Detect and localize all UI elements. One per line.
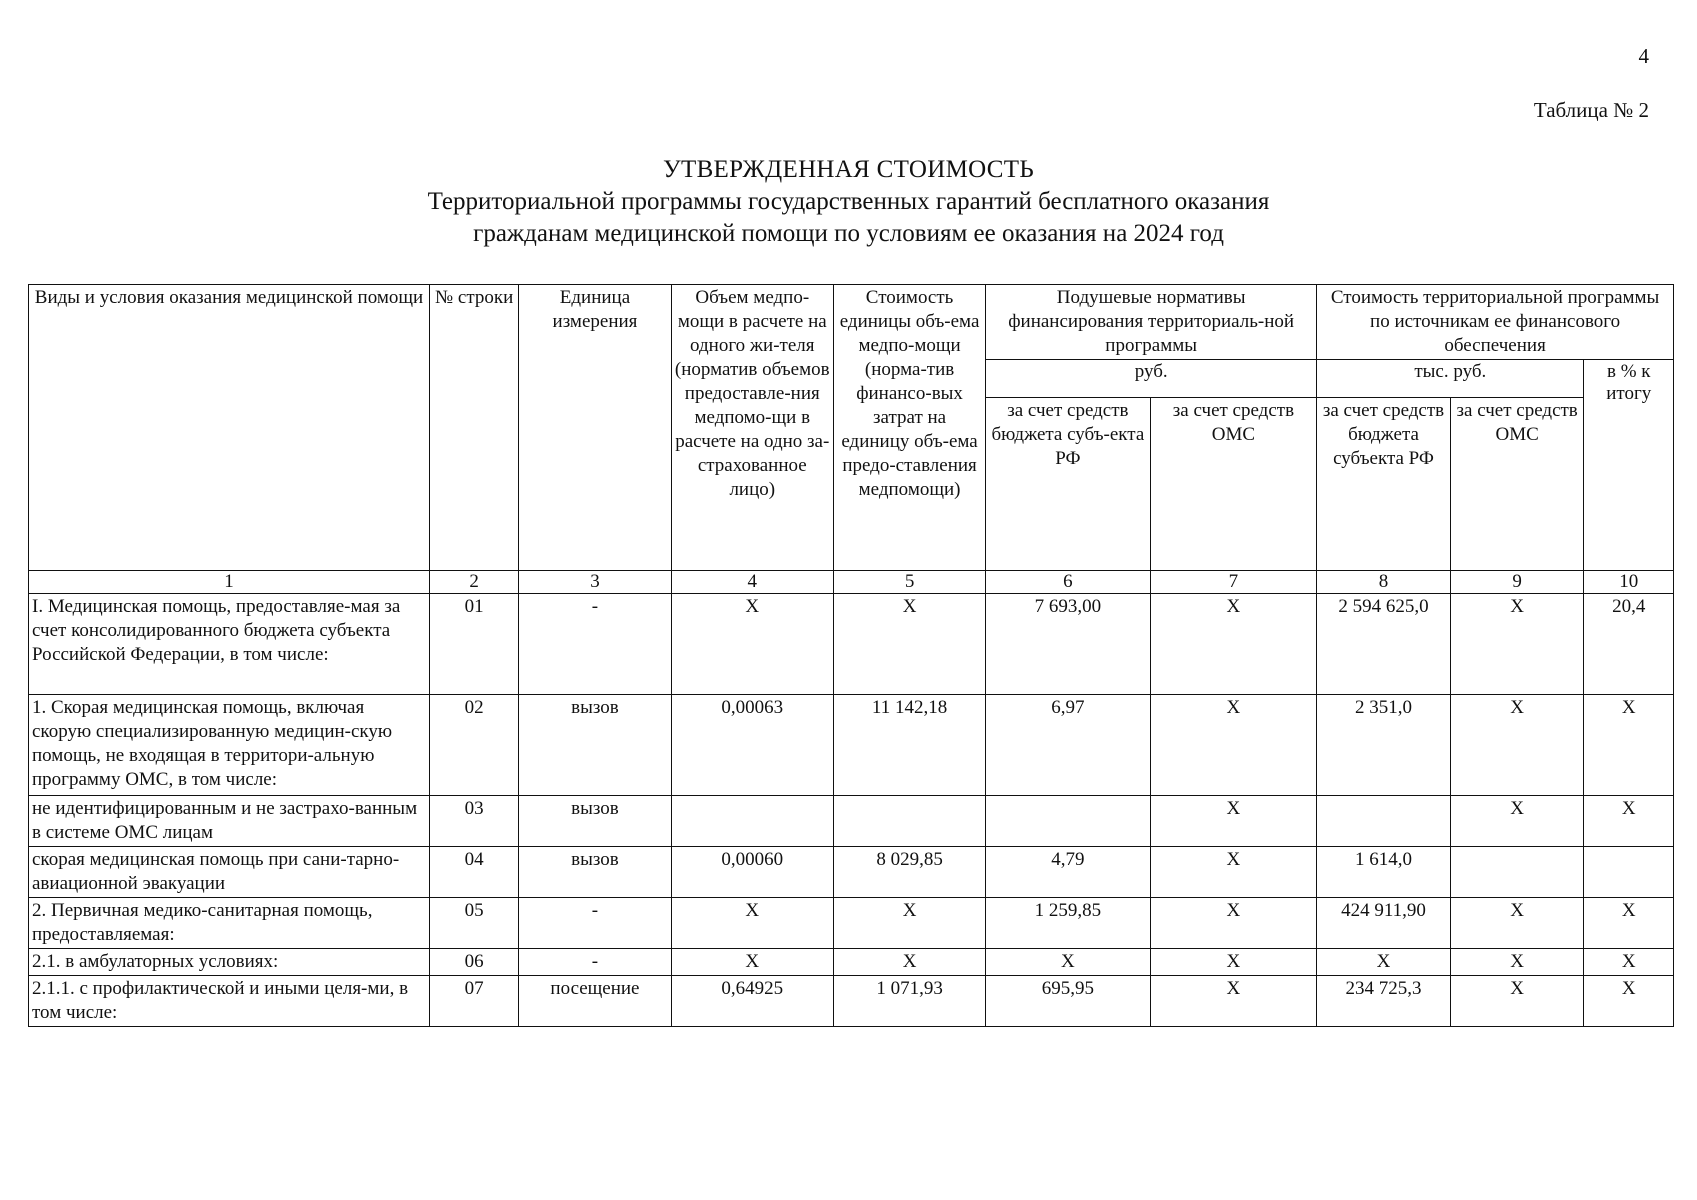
row-unit: посещение [519, 976, 671, 1027]
column-number: 2 [429, 571, 518, 594]
row-unit-cost: X [833, 949, 985, 976]
row-description: 2. Первичная медико-санитарная помощь, предоставляемая: [29, 898, 430, 949]
row-oms-rub: X [1150, 898, 1317, 949]
row-budget-thousand: 234 725,3 [1317, 976, 1451, 1027]
row-oms-rub: X [1150, 695, 1317, 796]
row-oms-thousand: X [1450, 796, 1584, 847]
column-number-row [29, 571, 1674, 594]
row-unit: вызов [519, 695, 671, 796]
row-budget-rub: 1 259,85 [986, 898, 1150, 949]
table-row [29, 796, 1674, 847]
document-title [0, 154, 1697, 250]
header-oms: за счет средств ОМС [1150, 398, 1317, 571]
table-row [29, 976, 1674, 1027]
row-unit-cost: X [833, 594, 985, 695]
row-oms-rub: X [1150, 976, 1317, 1027]
row-volume [671, 796, 833, 847]
row-oms-thousand: X [1450, 594, 1584, 695]
title-line-3: гражданам медицинской помощи по условиям ее оказания на 2024 год [473, 220, 1224, 247]
column-number: 3 [519, 571, 671, 594]
row-budget-thousand [1317, 796, 1451, 847]
table-row [29, 847, 1674, 898]
row-line-number: 06 [429, 949, 518, 976]
header-line-number: № строки [429, 285, 518, 571]
row-unit-cost: X [833, 898, 985, 949]
row-unit-cost: 11 142,18 [833, 695, 985, 796]
column-number: 5 [833, 571, 985, 594]
row-budget-rub: 4,79 [986, 847, 1150, 898]
row-budget-thousand: 1 614,0 [1317, 847, 1451, 898]
row-unit: - [519, 898, 671, 949]
header-budget-rf: за счет средств бюджета субъ-екта РФ [986, 398, 1150, 571]
row-oms-thousand [1450, 847, 1584, 898]
header-row-1 [29, 285, 1674, 360]
row-volume: 0,00063 [671, 695, 833, 796]
row-description: скорая медицинская помощь при сани-тарно-авиационной эвакуации [29, 847, 430, 898]
header-unit-rub: руб. [986, 360, 1317, 398]
row-percent: X [1584, 898, 1674, 949]
header-percent-total: в % к итогу [1584, 360, 1674, 571]
row-oms-thousand: X [1450, 695, 1584, 796]
header-kind: Виды и условия оказания медицинской помощи [29, 285, 430, 571]
title-main: УТВЕРЖДЕННАЯ СТОИМОСТЬ [663, 156, 1034, 183]
header-unit-thousand-rub: тыс. руб. [1317, 360, 1584, 398]
row-line-number: 07 [429, 976, 518, 1027]
row-percent: X [1584, 695, 1674, 796]
row-line-number: 05 [429, 898, 518, 949]
row-line-number: 02 [429, 695, 518, 796]
row-oms-rub: X [1150, 949, 1317, 976]
row-unit: вызов [519, 847, 671, 898]
row-volume: 0,64925 [671, 976, 833, 1027]
row-budget-thousand: 424 911,90 [1317, 898, 1451, 949]
row-percent: X [1584, 796, 1674, 847]
row-budget-rub: 695,95 [986, 976, 1150, 1027]
column-number: 10 [1584, 571, 1674, 594]
row-volume: X [671, 594, 833, 695]
cost-table [28, 284, 1674, 1027]
row-oms-rub: X [1150, 594, 1317, 695]
row-oms-rub: X [1150, 847, 1317, 898]
header-volume: Объем медпо-мощи в расчете на одного жи-теля (норматив объемов предоставле-ния медпомо-щи в расчете на одно за-страхованное лицо) [671, 285, 833, 571]
row-unit: - [519, 594, 671, 695]
row-line-number: 03 [429, 796, 518, 847]
column-number: 8 [1317, 571, 1451, 594]
row-budget-thousand: 2 351,0 [1317, 695, 1451, 796]
row-volume: X [671, 949, 833, 976]
table-label: Таблица № 2 [1533, 98, 1649, 122]
row-description: 2.1.1. с профилактической и иными целя-ми, в том числе: [29, 976, 430, 1027]
row-description: I. Медицинская помощь, предоставляе-мая за счет консолидированного бюджета субъекта Российской Федерации, в том числе: [29, 594, 430, 695]
row-percent: 20,4 [1584, 594, 1674, 695]
row-volume: X [671, 898, 833, 949]
column-number: 7 [1150, 571, 1317, 594]
table-row [29, 898, 1674, 949]
row-budget-rub: 7 693,00 [986, 594, 1150, 695]
row-percent: X [1584, 949, 1674, 976]
row-oms-rub: X [1150, 796, 1317, 847]
column-number: 1 [29, 571, 430, 594]
table-row [29, 695, 1674, 796]
row-description: 2.1. в амбулаторных условиях: [29, 949, 430, 976]
row-line-number: 01 [429, 594, 518, 695]
row-unit-cost: 8 029,85 [833, 847, 985, 898]
row-unit-cost: 1 071,93 [833, 976, 985, 1027]
row-unit-cost [833, 796, 985, 847]
row-budget-thousand: X [1317, 949, 1451, 976]
header-per-capita-group: Подушевые нормативы финансирования территориаль-ной программы [986, 285, 1317, 360]
header-budget-rf-thousand: за счет средств бюджета субъекта РФ [1317, 398, 1451, 571]
column-number: 9 [1450, 571, 1584, 594]
row-unit: вызов [519, 796, 671, 847]
table-row [29, 949, 1674, 976]
column-number: 6 [986, 571, 1150, 594]
row-budget-rub [986, 796, 1150, 847]
row-unit: - [519, 949, 671, 976]
title-line-2: Территориальной программы государственных гарантий бесплатного оказания [427, 188, 1270, 215]
row-percent: X [1584, 976, 1674, 1027]
row-budget-thousand: 2 594 625,0 [1317, 594, 1451, 695]
row-description: 1. Скорая медицинская помощь, включая скорую специализированную медицин-скую помощь, не входящая в территори-альную программу ОМС, в том числе: [29, 695, 430, 796]
row-budget-rub: 6,97 [986, 695, 1150, 796]
table-row [29, 594, 1674, 695]
column-number: 4 [671, 571, 833, 594]
row-budget-rub: X [986, 949, 1150, 976]
row-percent [1584, 847, 1674, 898]
header-unit-cost: Стоимость единицы объ-ема медпо-мощи (норма-тив финансо-вых затрат на единицу объ-ема предо-ставления медпомощи) [833, 285, 985, 571]
header-unit: Единица измерения [519, 285, 671, 571]
row-oms-thousand: X [1450, 949, 1584, 976]
row-oms-thousand: X [1450, 898, 1584, 949]
header-oms-thousand: за счет средств ОМС [1450, 398, 1584, 571]
row-line-number: 04 [429, 847, 518, 898]
row-volume: 0,00060 [671, 847, 833, 898]
row-oms-thousand: X [1450, 976, 1584, 1027]
page-number: 4 [1638, 44, 1649, 68]
row-description: не идентифицированным и не застрахо-ванным в системе ОМС лицам [29, 796, 430, 847]
header-program-cost-group: Стоимость территориальной программы по источникам ее финансового обеспечения [1317, 285, 1674, 360]
